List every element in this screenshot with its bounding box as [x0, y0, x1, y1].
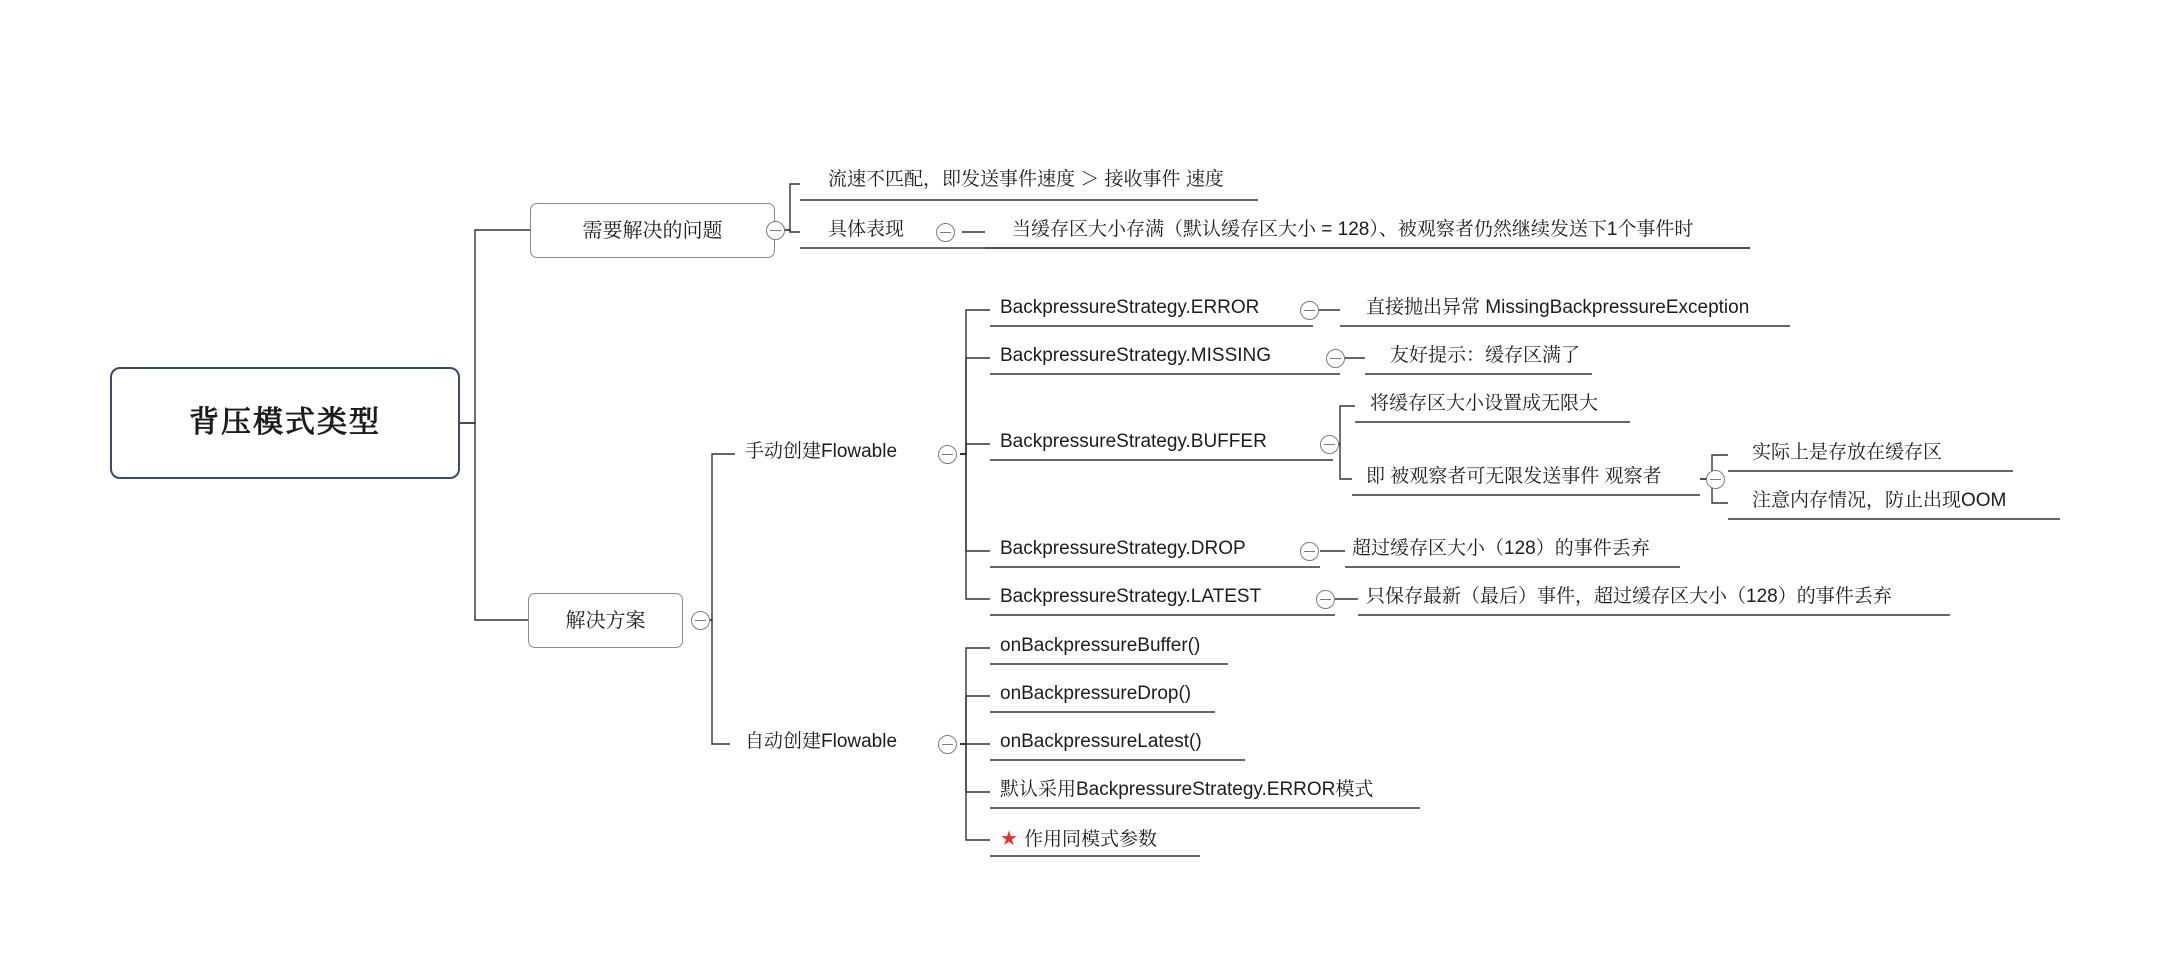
node-buffer-desc-2[interactable]: [1366, 466, 1662, 489]
node-buffer-note-1-label: 实际上是存放在缓存区: [1752, 442, 1943, 463]
node-concrete-detail[interactable]: [1012, 219, 1693, 242]
node-problem[interactable]: [530, 203, 775, 258]
node-strategy-buffer[interactable]: [1000, 431, 1267, 454]
collapse-toggle-error[interactable]: [1300, 301, 1319, 320]
node-solution-label: 解决方案: [565, 609, 646, 632]
node-auto-default-label: 默认采用BackpressureStrategy.ERROR模式: [1000, 779, 1374, 800]
node-auto-default[interactable]: [1000, 779, 1373, 802]
node-buffer-note-2-label: 注意内存情况，防止出现OOM: [1752, 490, 2007, 511]
node-flow-mismatch-label: 流速不匹配，即发送事件速度 ＞ 接收事件 速度: [828, 169, 1224, 190]
node-strategy-drop-label: BackpressureStrategy.DROP: [1000, 538, 1246, 559]
node-buffer-note-1[interactable]: [1752, 442, 1942, 465]
collapse-toggle-buffer[interactable]: [1320, 435, 1339, 454]
node-auto-drop-label: onBackpressureDrop(): [1000, 683, 1192, 704]
node-strategy-latest-desc[interactable]: [1366, 586, 1892, 609]
star-icon: ★: [1000, 828, 1018, 850]
node-problem-label: 需要解决的问题: [582, 219, 723, 242]
node-auto-same-param[interactable]: [1000, 827, 1157, 852]
collapse-toggle-missing[interactable]: [1326, 349, 1345, 368]
node-auto-label: 自动创建Flowable: [745, 731, 898, 752]
node-concrete-label: 具体表现: [828, 219, 905, 240]
node-strategy-missing-desc-label: 友好提示：缓存区满了: [1390, 345, 1581, 366]
node-manual[interactable]: [745, 441, 897, 464]
node-auto[interactable]: [745, 731, 897, 754]
collapse-toggle-solution[interactable]: [691, 611, 710, 630]
node-flow-mismatch[interactable]: [828, 169, 1224, 192]
node-strategy-missing[interactable]: [1000, 345, 1271, 368]
node-buffer-desc-2-label: 即 被观察者可无限发送事件 观察者: [1366, 466, 1662, 487]
node-auto-latest[interactable]: [1000, 731, 1202, 754]
node-strategy-error-label: BackpressureStrategy.ERROR: [1000, 297, 1260, 318]
collapse-toggle-latest[interactable]: [1316, 590, 1335, 609]
collapse-toggle-buffer-desc-2[interactable]: [1706, 470, 1725, 489]
node-buffer-note-2[interactable]: [1752, 490, 2006, 513]
node-strategy-error[interactable]: [1000, 297, 1259, 320]
node-auto-buffer-label: onBackpressureBuffer(): [1000, 635, 1201, 656]
node-solution[interactable]: [528, 593, 683, 648]
node-strategy-missing-desc[interactable]: [1390, 345, 1580, 368]
node-auto-same-param-label: 作用同模式参数: [1023, 829, 1157, 850]
collapse-toggle-auto[interactable]: [938, 735, 957, 754]
node-auto-drop[interactable]: [1000, 683, 1191, 706]
node-buffer-desc-1-label: 将缓存区大小设置成无限大: [1370, 393, 1599, 414]
node-strategy-error-desc[interactable]: [1366, 297, 1749, 320]
collapse-toggle-concrete[interactable]: [936, 223, 955, 242]
root-node[interactable]: [110, 367, 460, 479]
node-strategy-drop[interactable]: [1000, 538, 1246, 561]
node-auto-latest-label: onBackpressureLatest(): [1000, 731, 1202, 752]
node-auto-buffer[interactable]: [1000, 635, 1200, 658]
node-strategy-buffer-label: BackpressureStrategy.BUFFER: [1000, 431, 1267, 452]
node-strategy-latest-label: BackpressureStrategy.LATEST: [1000, 586, 1262, 607]
node-strategy-missing-label: BackpressureStrategy.MISSING: [1000, 345, 1272, 366]
collapse-toggle-manual[interactable]: [938, 445, 957, 464]
node-strategy-error-desc-label: 直接抛出异常 MissingBackpressureException: [1366, 297, 1750, 318]
node-concrete[interactable]: [828, 219, 904, 242]
node-concrete-detail-label: 当缓存区大小存满（默认缓存区大小 = 128）、被观察者仍然继续发送下1个事件时: [1012, 219, 1694, 240]
node-strategy-drop-desc-label: 超过缓存区大小（128）的事件丢弃: [1352, 538, 1650, 559]
root-label: 背压模式类型: [189, 406, 381, 439]
collapse-toggle-problem[interactable]: [766, 221, 785, 240]
node-strategy-latest-desc-label: 只保存最新（最后）事件，超过缓存区大小（128）的事件丢弃: [1366, 586, 1892, 607]
node-buffer-desc-1[interactable]: [1370, 393, 1598, 416]
collapse-toggle-drop[interactable]: [1300, 542, 1319, 561]
node-manual-label: 手动创建Flowable: [745, 441, 898, 462]
node-strategy-drop-desc[interactable]: [1352, 538, 1650, 561]
node-strategy-latest[interactable]: [1000, 586, 1261, 609]
